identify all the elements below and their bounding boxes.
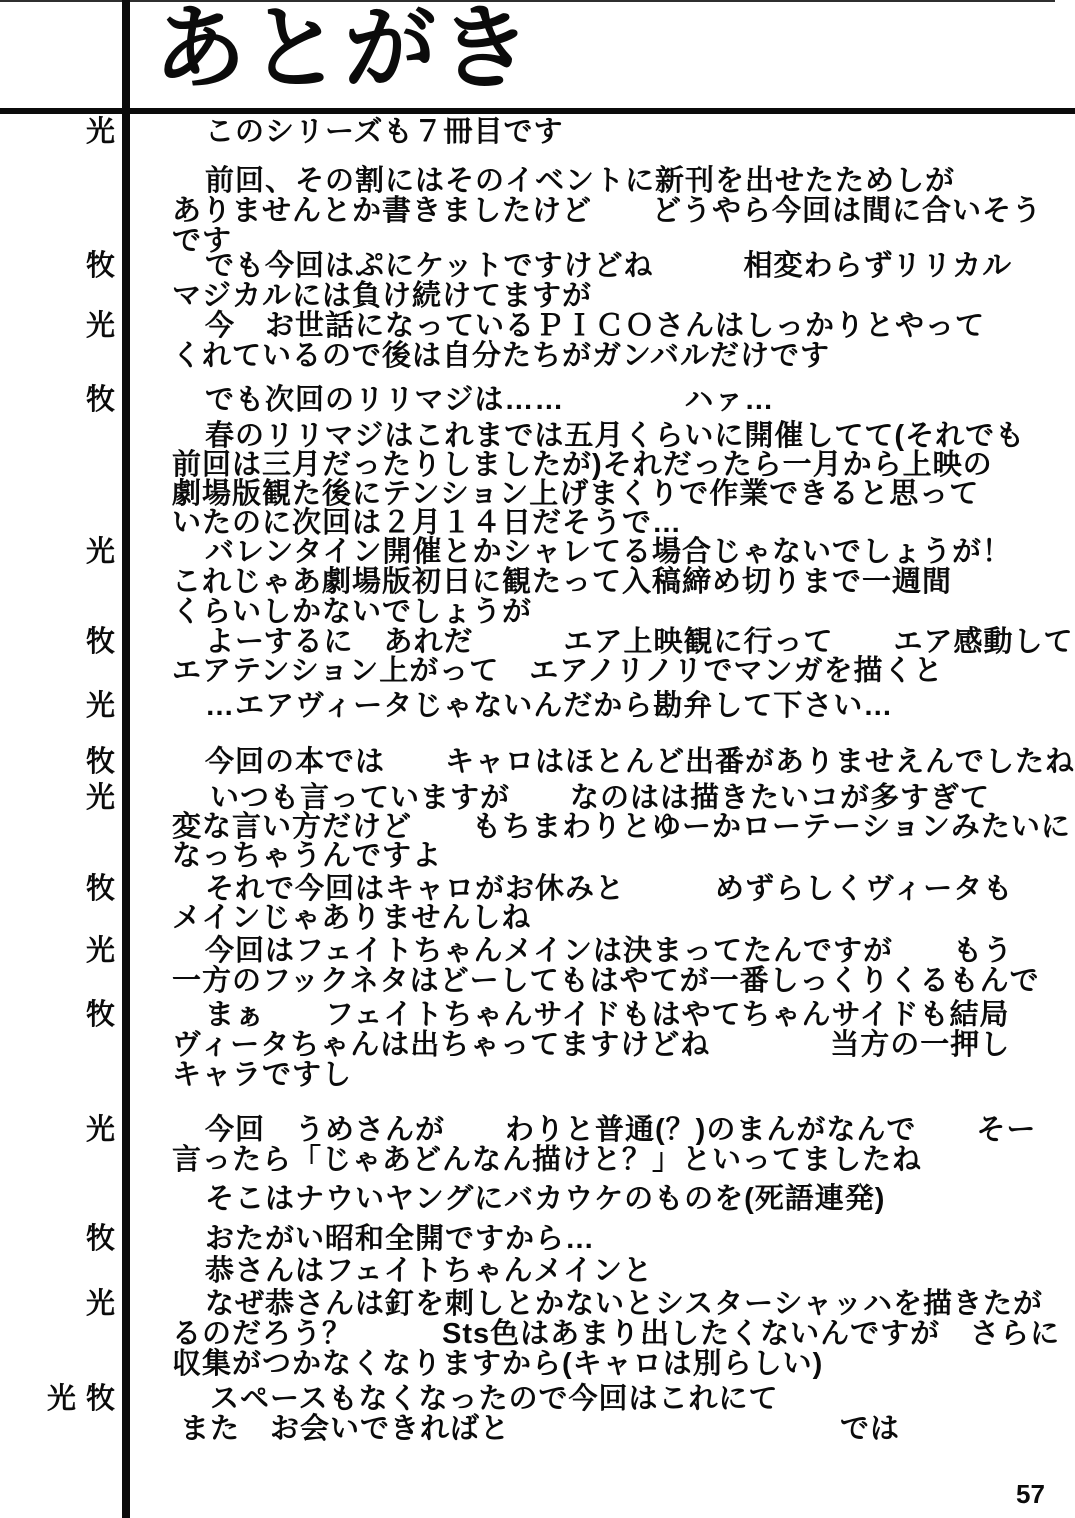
text-line: また お会いできればと では <box>180 1413 901 1445</box>
text-line: なっちゃうんですよ <box>172 840 443 872</box>
text-line: 言ったら「じゃあどんなん描けと？」といってましたね <box>172 1144 923 1176</box>
text-line: エアテンション上がって エアノリノリでマンガを描くと <box>172 655 944 687</box>
speaker-label: 光 <box>85 116 116 148</box>
text-line: 変な言い方だけど もちまわりとゆーかローテーションみたいに <box>172 811 1071 843</box>
speaker-label: 牧 <box>85 626 116 658</box>
text-line: おたがい昭和全開ですから… <box>205 1223 596 1255</box>
text-line: ありませんとか書きましたけど どうやら今回は間に合いそう <box>172 195 1043 227</box>
text-line: キャラですし <box>172 1059 353 1091</box>
text-line: なぜ恭さんは釘を刺しとかないとシスターシャッハを描きたが <box>205 1288 1043 1320</box>
text-line: まぁ フェイトちゃんサイドもはやてちゃんサイドも結局 <box>205 999 1010 1031</box>
text-line: 今回 うめさんが わりと普通(？)のまんがなんで そー <box>205 1114 1037 1146</box>
text-line: でも次回のリリマジは…… ハァ… <box>205 384 775 416</box>
text-line: メインじゃありませんしね <box>172 902 532 934</box>
speaker-label: 牧 <box>85 1223 116 1255</box>
text-line: いつも言っていますが なのはは描きたいコが多すぎて <box>210 782 991 814</box>
text-line: そこはナウいヤングにバカウケのものを(死語連発) <box>205 1183 886 1215</box>
speaker-label: 光 <box>85 310 116 342</box>
text-line: 恭さんはフェイトちゃんメインと <box>205 1255 653 1287</box>
text-line: …エアヴィータじゃないんだから勘弁して下さい… <box>205 690 894 722</box>
page-title: あとがき <box>154 0 535 100</box>
text-line: 前回、その割にはそのイベントに新刊を出せたためしが <box>205 165 956 197</box>
text-line: バレンタイン開催とかシャレてる場合じゃないでしょうが！ <box>205 536 1012 568</box>
text-line: ヴィータちゃんは出ちゃってますけどね 当方の一押し <box>172 1029 1011 1061</box>
text-line: よーするに あれだ エア上映観に行って エア感動して <box>205 626 1074 658</box>
speaker-label: 光 牧 <box>46 1383 116 1415</box>
text-line: スペースもなくなったので今回はこれにて <box>210 1383 779 1415</box>
speaker-label: 牧 <box>85 384 116 416</box>
speaker-label: 光 <box>85 1288 116 1320</box>
speaker-label: 光 <box>85 1114 116 1146</box>
speaker-label: 光 <box>85 690 116 722</box>
text-line: それで今回はキャロがお休みと めずらしくヴィータも <box>205 873 1014 905</box>
speaker-label: 牧 <box>85 999 116 1031</box>
text-line: 今 お世話になっているＰＩＣＯさんはしっかりとやって <box>205 310 986 342</box>
text-line: 前回は三月だったりしましたが)それだったら一月から上映の <box>172 449 993 481</box>
text-line: るのだろう？ Sts色はあまり出したくないんですが さらに <box>172 1318 1061 1350</box>
page-number: 57 <box>1016 1479 1045 1509</box>
speaker-label: 牧 <box>85 873 116 905</box>
text-line: 劇場版観た後にテンション上げまくりで作業できると思って <box>172 478 980 510</box>
text-line: いたのに次回は２月１４日だそうで… <box>172 507 683 539</box>
text-line: でも今回はぷにケットですけどね 相変わらずリリカル <box>205 250 1013 282</box>
text-line: くれているので後は自分たちがガンバルだけです <box>172 340 830 372</box>
text-line: 収集がつかなくなりますから(キャロは別らしい) <box>172 1348 824 1380</box>
text-line: このシリーズも７冊目です <box>205 116 564 148</box>
text-line: 春のリリマジはこれまでは五月くらいに開催してて(それでも <box>205 420 1026 452</box>
text-line: 今回はフェイトちゃんメインは決まってたんですが もう <box>205 935 1013 967</box>
speaker-label: 牧 <box>85 250 116 282</box>
speaker-label: 光 <box>85 782 116 814</box>
text-line: マジカルには負け続けてますが <box>172 280 593 312</box>
text-line: これじゃあ劇場版初日に観たって入稿締め切りまで一週間 <box>172 566 953 598</box>
text-line: 一方のフックネタはどーしてもはやてが一番しっくりくるもんで <box>172 965 1040 997</box>
speaker-label: 牧 <box>85 746 116 778</box>
speaker-label: 光 <box>85 536 116 568</box>
text-line: 今回の本では キャロはほとんど出番がありませえんでしたね <box>205 746 1075 778</box>
speaker-label: 光 <box>85 935 116 967</box>
text-line: くらいしかないでしょうが <box>172 596 533 628</box>
text-line: です <box>172 225 233 257</box>
